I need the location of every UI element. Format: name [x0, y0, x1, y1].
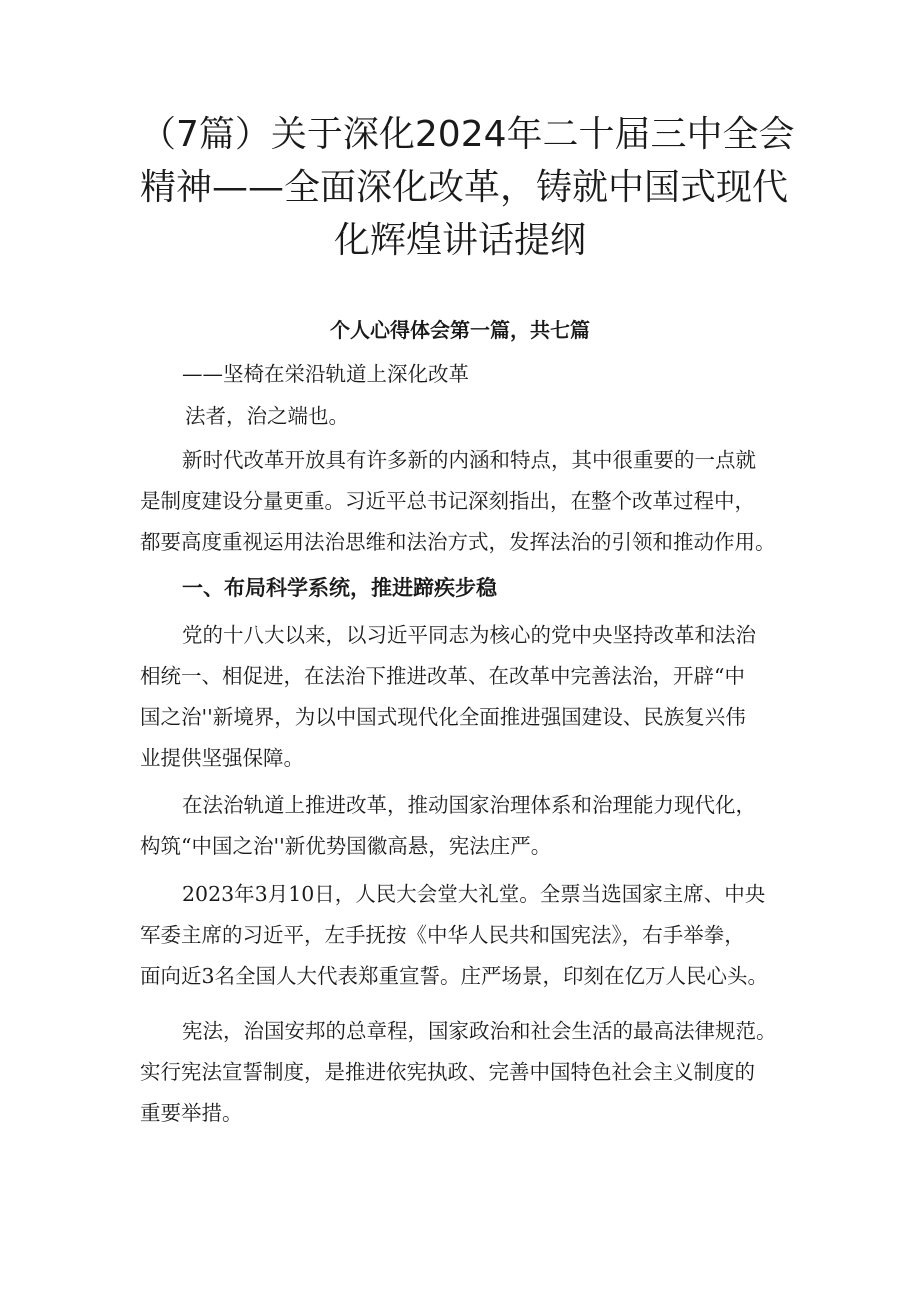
p2-line-2: 构筑“中国之治''新优势国徽高悬，宪法庄严。 [140, 834, 552, 858]
title-line-2: 精神——全面深化改革，铸就中国式现代 [140, 167, 789, 208]
p1-line-3: 国之治''新境界，为以中国式现代化全面推进强国建设、民族复兴伟 [140, 705, 746, 729]
section-heading-1: 一、布局科学系统，推进蹄疾步稳 [182, 576, 497, 600]
intro-line-2: 是制度建设分量更重。习近平总书记深刻指出，在整个改革过程中， [140, 489, 755, 513]
title-line-3: 化辉煌讲话提纲 [333, 220, 586, 261]
p4-line-2: 实行宪法宣誓制度，是推进依宪执政、完善中国特色社会主义制度的 [140, 1060, 755, 1084]
intro-paragraph [140, 440, 790, 563]
quote-line: 法者，治之端也。 [185, 404, 349, 428]
document-title [140, 108, 795, 267]
title-line-1: （7篇）关于深化2024年二十届三中全会 [140, 114, 795, 155]
p1-line-1: 党的十八大以来，以习近平同志为核心的党中央坚持改革和法治 [182, 623, 756, 647]
paragraph-2 [140, 785, 790, 867]
p4-line-3: 重要举措。 [140, 1101, 243, 1125]
p1-line-2: 相统一、相促进，在法治下推进改革、在改革中完善法治，开辟“中 [140, 664, 745, 688]
paragraph-4 [140, 1011, 790, 1134]
article-subheading: 个人心得体会第一篇，共七篇 [330, 318, 590, 342]
intro-line-1: 新时代改革开放具有许多新的内涵和特点，其中很重要的一点就 [182, 448, 756, 472]
p4-line-1: 宪法，治国安邦的总章程，国家政治和社会生活的最高法律规范。 [182, 1019, 777, 1043]
p3-line-3: 面向近3名全国人大代表郑重宣誓。庄严场景，印刻在亿万人民心头。 [140, 964, 769, 988]
dash-subtitle: ——坚椅在栄沿轨道上深化改革 [182, 362, 469, 386]
p2-line-1: 在法治轨道上推进改革，推动国家治理体系和治理能力现代化， [182, 793, 756, 817]
p3-line-2: 军委主席的习近平，左手抚按《中华人民共和国宪法》，右手举拳， [140, 923, 745, 947]
p3-line-1: 2023年3月10日，人民大会堂大礼堂。全票当选国家主席、中央 [182, 882, 766, 906]
paragraph-3 [140, 874, 790, 997]
p1-line-4: 业提供坚强保障。 [140, 746, 304, 770]
intro-line-3: 都要高度重视运用法治思维和法治方式，发挥法治的引领和推动作用。 [140, 530, 776, 554]
paragraph-1 [140, 615, 790, 779]
